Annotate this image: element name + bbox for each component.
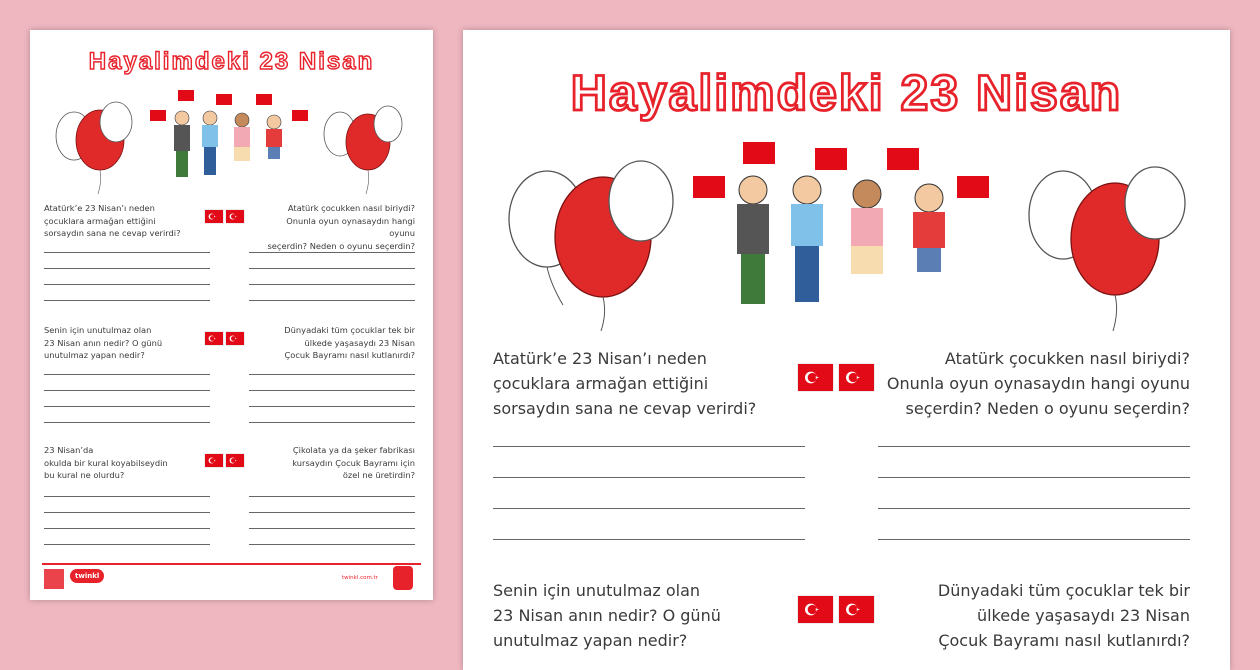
answer-line [44, 268, 210, 269]
turkish-flag-icon [798, 596, 833, 623]
answer-line [44, 512, 210, 513]
answer-line [493, 477, 805, 478]
turkish-flag-icon [205, 332, 223, 345]
turkish-flag-icon [839, 596, 874, 623]
answer-line [44, 300, 210, 301]
worksheet-title-large: Hayalimdeki 23 Nisan [570, 65, 1123, 121]
answer-line [249, 496, 415, 497]
answer-line [44, 284, 210, 285]
turkish-flags-pair [798, 596, 874, 623]
footer-site-link[interactable]: twinkl.com.tr [342, 575, 379, 581]
turkish-flag-icon [226, 454, 244, 467]
answer-line [249, 422, 415, 423]
answer-line [249, 406, 415, 407]
answer-line [249, 528, 415, 529]
balloons-right-illustration [320, 98, 410, 198]
question-1-text-large: Atatürk’e 23 Nisan’ı neden çocuklara armağan ettiğini sorsaydın sana ne cevap verirdi? [493, 349, 757, 418]
answer-line [493, 446, 805, 447]
turkish-flag-icon [839, 364, 874, 391]
turkish-flag-icon [226, 210, 244, 223]
answer-line [249, 300, 415, 301]
answer-line [249, 252, 415, 253]
turkish-flag-icon [205, 210, 223, 223]
answer-line [44, 544, 210, 545]
question-3-text-large: Senin için unutulmaz olan 23 Nisan anın nedir? O günü unutulmaz yapan nedir? [493, 581, 721, 650]
answer-line [44, 528, 210, 529]
turkish-flags-pair [798, 364, 874, 391]
qr-code-icon [44, 569, 64, 589]
worksheet-preview-large[interactable] [463, 30, 1230, 670]
question-1-text: Atatürk’e 23 Nisan’ı neden çocuklara armağan ettiğini sorsaydın sana ne cevap verirdi? [44, 203, 181, 238]
turkish-flags-pair [205, 454, 244, 467]
question-4-text: Dünyadaki tüm çocuklar tek bir ülkede yaşasaydı 23 Nisan Çocuk Bayramı nasıl kutlanırdı? [284, 325, 415, 360]
badge-icon [393, 566, 413, 590]
turkish-flags-pair [205, 210, 244, 223]
answer-line [878, 539, 1190, 540]
children-with-flags-illustration [691, 138, 1001, 314]
question-2-text: Atatürk çocukken nasıl biriydi? Onunla oyun oynasaydın hangi oyunu seçerdin? Neden o oyunu seçerdin? [267, 203, 415, 251]
question-6-text: Çikolata ya da şeker fabrikası kursaydın Çocuk Bayramı için özel ne üretirdin? [292, 445, 415, 480]
answer-line [44, 422, 210, 423]
twinkl-logo: twinkl [70, 569, 104, 583]
answer-line [44, 374, 210, 375]
turkish-flags-pair [205, 332, 244, 345]
answer-line [249, 544, 415, 545]
answer-line [249, 512, 415, 513]
answer-line [878, 477, 1190, 478]
question-4-text-large: Dünyadaki tüm çocuklar tek bir ülkede yaşasaydı 23 Nisan Çocuk Bayramı nasıl kutlanırdı? [937, 581, 1190, 650]
footer-divider [42, 563, 421, 565]
children-with-flags-illustration [148, 88, 313, 184]
answer-line [249, 374, 415, 375]
answer-line [44, 496, 210, 497]
answer-line [249, 268, 415, 269]
answer-line [878, 446, 1190, 447]
turkish-flag-icon [205, 454, 223, 467]
worksheet-preview-small[interactable] [30, 30, 433, 600]
balloons-right-illustration [1023, 155, 1193, 335]
answer-line [249, 390, 415, 391]
turkish-flag-icon [798, 364, 833, 391]
answer-line [493, 508, 805, 509]
question-5-text: 23 Nisan’da okulda bir kural koyabilseydin bu kural ne olurdu? [44, 445, 168, 480]
answer-line [44, 406, 210, 407]
balloons-left-illustration [503, 155, 673, 335]
question-2-text-large: Atatürk çocukken nasıl biriydi? Onunla oyun oynasaydın hangi oyunu seçerdin? Neden o oyunu seçerdin? [886, 349, 1190, 418]
turkish-flag-icon [226, 332, 244, 345]
answer-line [44, 390, 210, 391]
answer-line [493, 539, 805, 540]
balloons-left-illustration [50, 98, 140, 198]
answer-line [44, 252, 210, 253]
answer-line [249, 284, 415, 285]
worksheet-title: Hayalimdeki 23 Nisan [88, 48, 375, 75]
question-3-text: Senin için unutulmaz olan 23 Nisan anın nedir? O günü unutulmaz yapan nedir? [44, 325, 163, 360]
answer-line [878, 508, 1190, 509]
